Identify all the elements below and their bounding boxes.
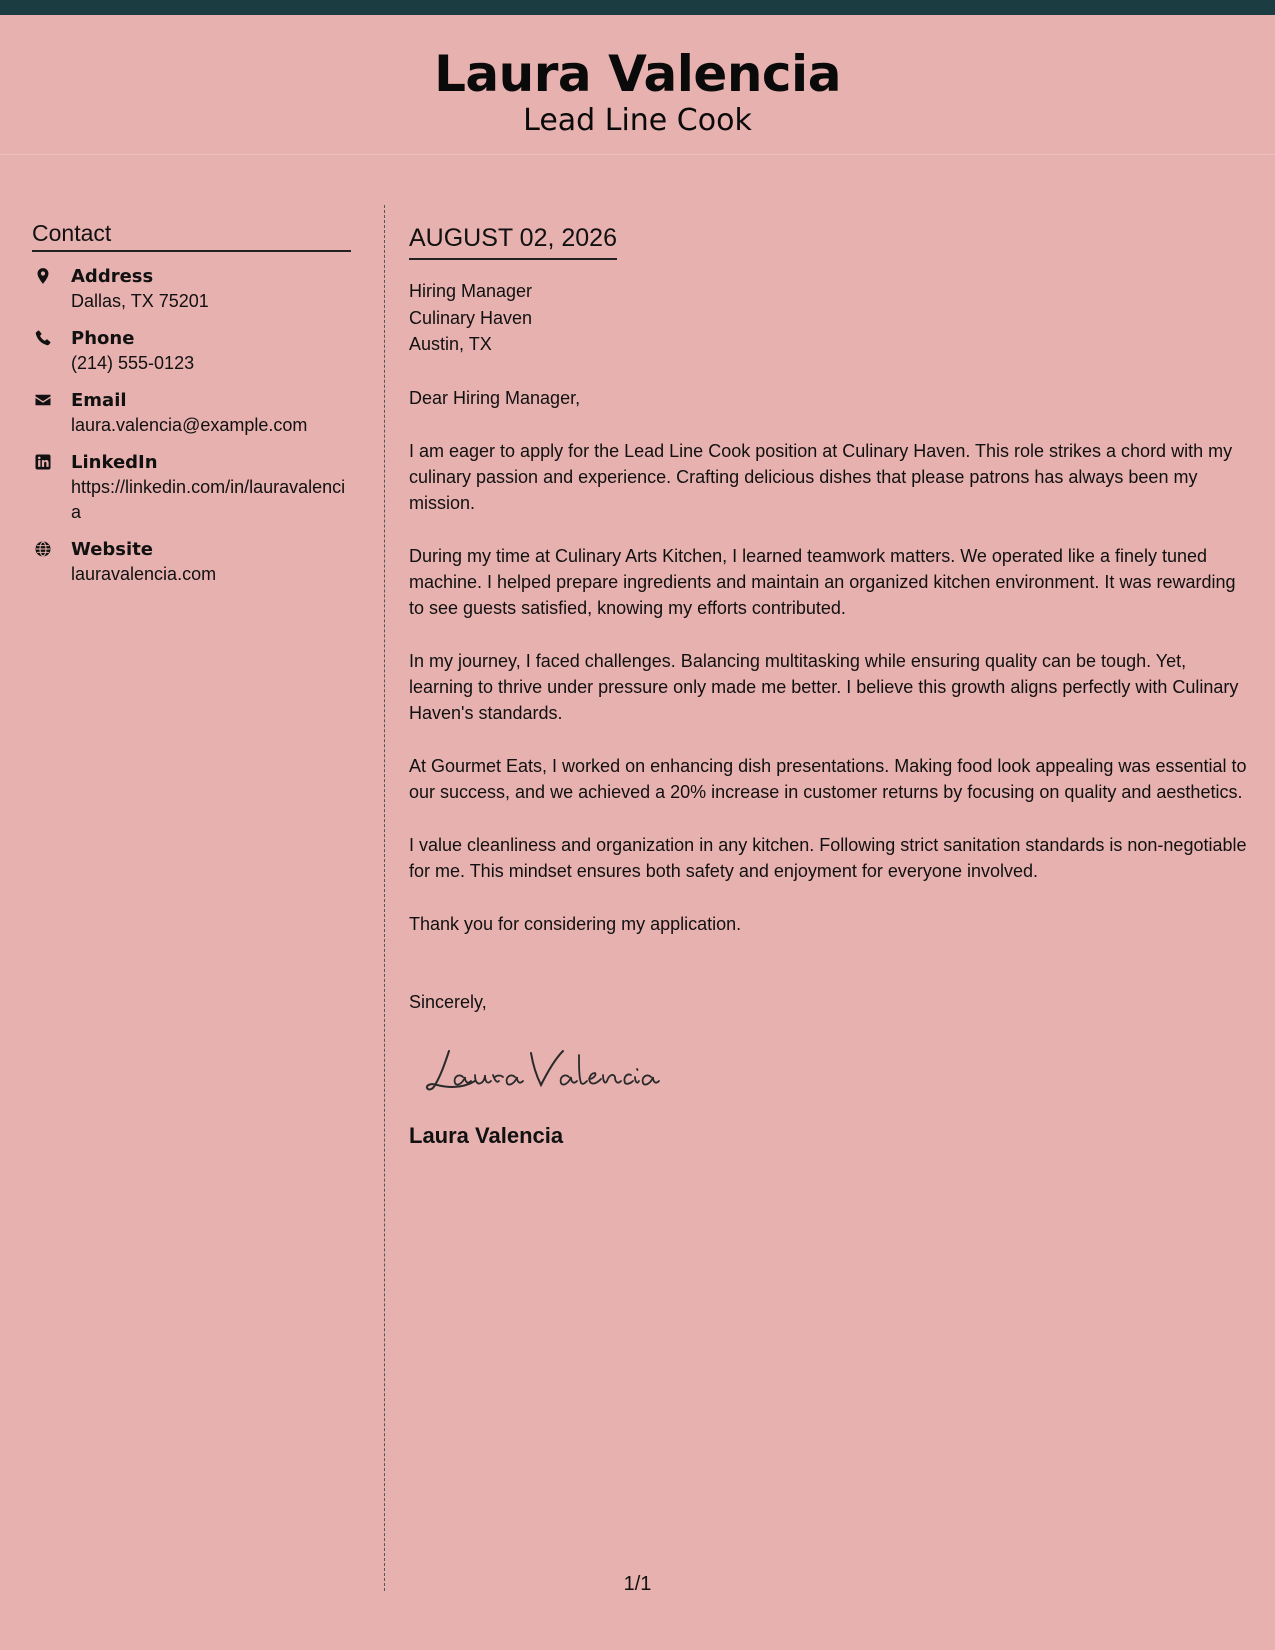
map-pin-icon (34, 267, 52, 285)
contact-item-website (32, 537, 351, 587)
contact-item-email (32, 388, 351, 438)
body-paragraph: I value cleanliness and organization in any kitchen. Following strict sanitation standards is non-negotiable for me. This mindset ensures both safety and enjoyment for everyone involved. (409, 834, 1247, 881)
website-value[interactable]: lauravalencia.com (71, 564, 217, 584)
signed-name: Laura Valencia (409, 1122, 564, 1148)
applicant-title: Lead Line Cook (523, 103, 752, 138)
letter-header (0, 15, 1275, 155)
contact-label: LinkedIn (71, 452, 158, 473)
recipient-line: Austin, TX (409, 334, 492, 354)
closing: Sincerely, (409, 991, 487, 1012)
contact-label: Website (71, 539, 154, 560)
contact-item-phone (32, 326, 351, 376)
envelope-icon (34, 391, 52, 409)
body-paragraph: In my journey, I faced challenges. Balancing multitasking while ensuring quality can be tough. Yet, learning to thrive under pressure only made me better. I believe this growth aligns perfectly with Culinary Haven's standards. (409, 650, 1239, 723)
letter-date: AUGUST 02, 2026 (409, 222, 617, 260)
recipient-line: Culinary Haven (409, 307, 533, 328)
recipient-line: Hiring Manager (409, 281, 533, 301)
contact-label: Address (71, 266, 154, 287)
phone-icon (34, 329, 52, 347)
contact-heading: Contact (32, 218, 351, 252)
contact-item-address (32, 264, 351, 314)
contact-sidebar (32, 218, 351, 587)
linkedin-icon (34, 453, 52, 471)
body-paragraph: During my time at Culinary Arts Kitchen, I learned teamwork matters. We operated like a finely tuned machine. I helped prepare ingredients and maintain an organized kitchen environment. It was rewarding to see guests satisfied, knowing my efforts contributed. (409, 545, 1236, 618)
page-number: 1/1 (623, 1573, 652, 1595)
letter-body (409, 222, 1249, 1150)
phone-value: (214) 555-0123 (71, 353, 195, 373)
column-divider (384, 205, 385, 1591)
salutation: Dear Hiring Manager, (409, 387, 581, 408)
address-value: Dallas, TX 75201 (71, 291, 209, 311)
recipient-block (409, 278, 1249, 358)
globe-icon (34, 540, 52, 558)
top-accent-bar (0, 0, 1275, 15)
contact-label: Phone (71, 328, 135, 349)
email-value[interactable]: laura.valencia@example.com (71, 415, 308, 435)
contact-item-linkedin (32, 450, 351, 525)
applicant-name: Laura Valencia (434, 45, 841, 103)
body-paragraph: I am eager to apply for the Lead Line Cook position at Culinary Haven. This role strikes a chord with my culinary passion and experience. Crafting delicious dishes that please patrons has always been my mission. (409, 440, 1233, 513)
linkedin-value[interactable]: https://linkedin.com/in/lauravalencia (71, 477, 346, 522)
contact-label: Email (71, 390, 127, 411)
handwritten-signature (423, 1045, 663, 1097)
body-paragraph: Thank you for considering my application. (409, 913, 742, 934)
body-paragraph: At Gourmet Eats, I worked on enhancing dish presentations. Making food look appealing was essential to our success, and we achieved a 20% increase in customer returns by focusing on quality and aesthetics. (409, 755, 1247, 802)
